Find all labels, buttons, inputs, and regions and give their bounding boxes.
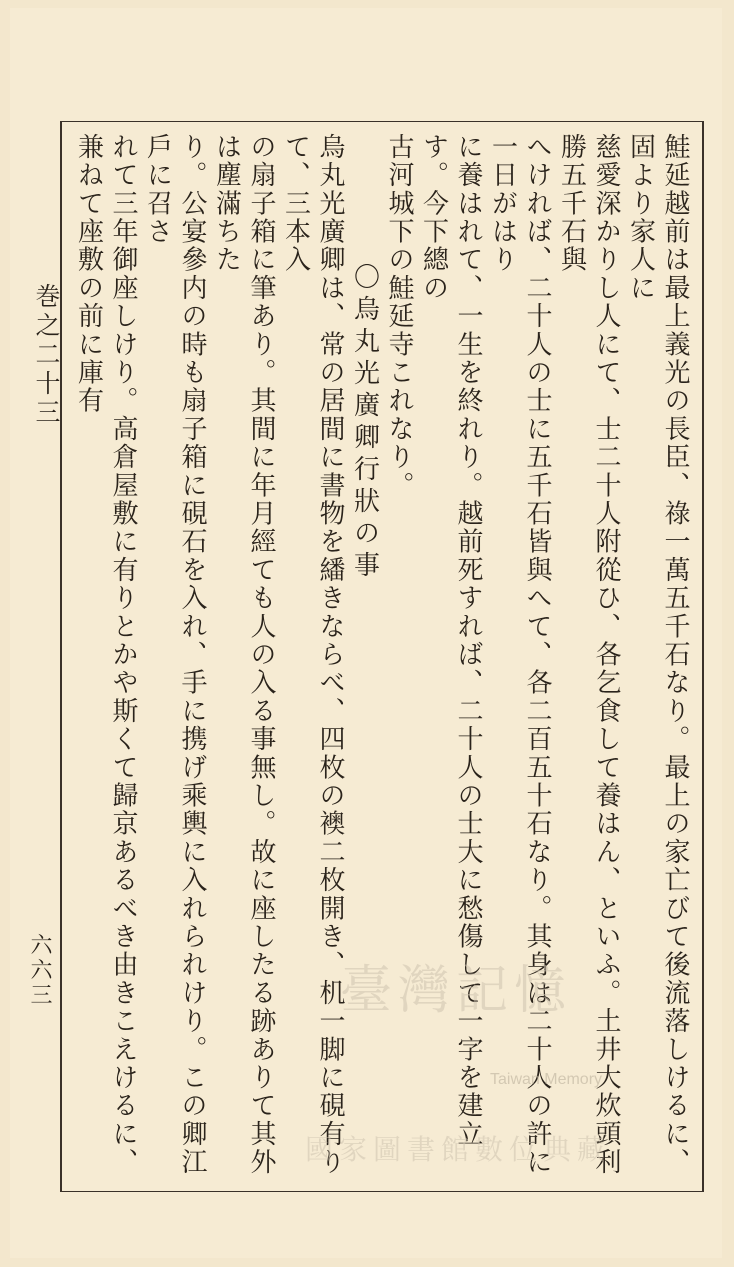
watermark-library: 國家圖書館數位典藏 — [305, 1133, 612, 1166]
text-column: の扇子箱に筆あり。其間に年月經ても人の入る事無し。故に座したる跡ありて其外は塵滿ちた — [211, 133, 276, 1177]
text-column: 古河城下の鮭延寺これなり。 — [384, 133, 414, 500]
text-column: 烏丸光廣卿は、常の居間に書物を繙きならべ、四枚の襖二枚開き、机一脚に硯有りて、三本入 — [280, 133, 345, 1177]
running-head: 巻之二十三 — [32, 283, 61, 428]
page-sheet — [10, 8, 722, 1258]
watermark-english: Taiwan Memory — [490, 1071, 603, 1088]
text-column: 慈愛深かりし人にて、士二十人附從ひ、各乞食して養はん、といふ。土井大炊頭利勝五千石與 — [556, 133, 621, 1177]
text-column: れて三年御座しけり。高倉屋敷に有りとかや斯くて歸京あるべき由きこえけるに、兼ねて座敷の前に庫有 — [73, 133, 138, 1177]
text-column: へければ、二十人の士に五千石皆與へて、各二百五十石なり。其身は二十人の許に一日がはり — [487, 133, 552, 1177]
text-column: り。公宴參内の時も扇子箱に硯石を入れ、手に携げ乘輿に入れられけり。この卿江戶に召さ — [142, 133, 207, 1177]
frame-top-rule — [60, 121, 702, 122]
page-number: 六六三 — [27, 933, 52, 1008]
main-text — [72, 133, 692, 1183]
section-heading: 〇烏丸光廣卿行狀の事 — [349, 263, 380, 583]
watermark-logo: 臺灣記憶 — [340, 961, 573, 1021]
text-column: に養はれて、一生を終れり。越前死すれば、二十人の士大に愁傷して一字を建立す。今下總の — [418, 133, 483, 1149]
text-column: 鮭延越前は最上義光の長臣、祿一萬五千石なり。最上の家亡びて後流落しけるに、固より家人に — [625, 133, 690, 1177]
